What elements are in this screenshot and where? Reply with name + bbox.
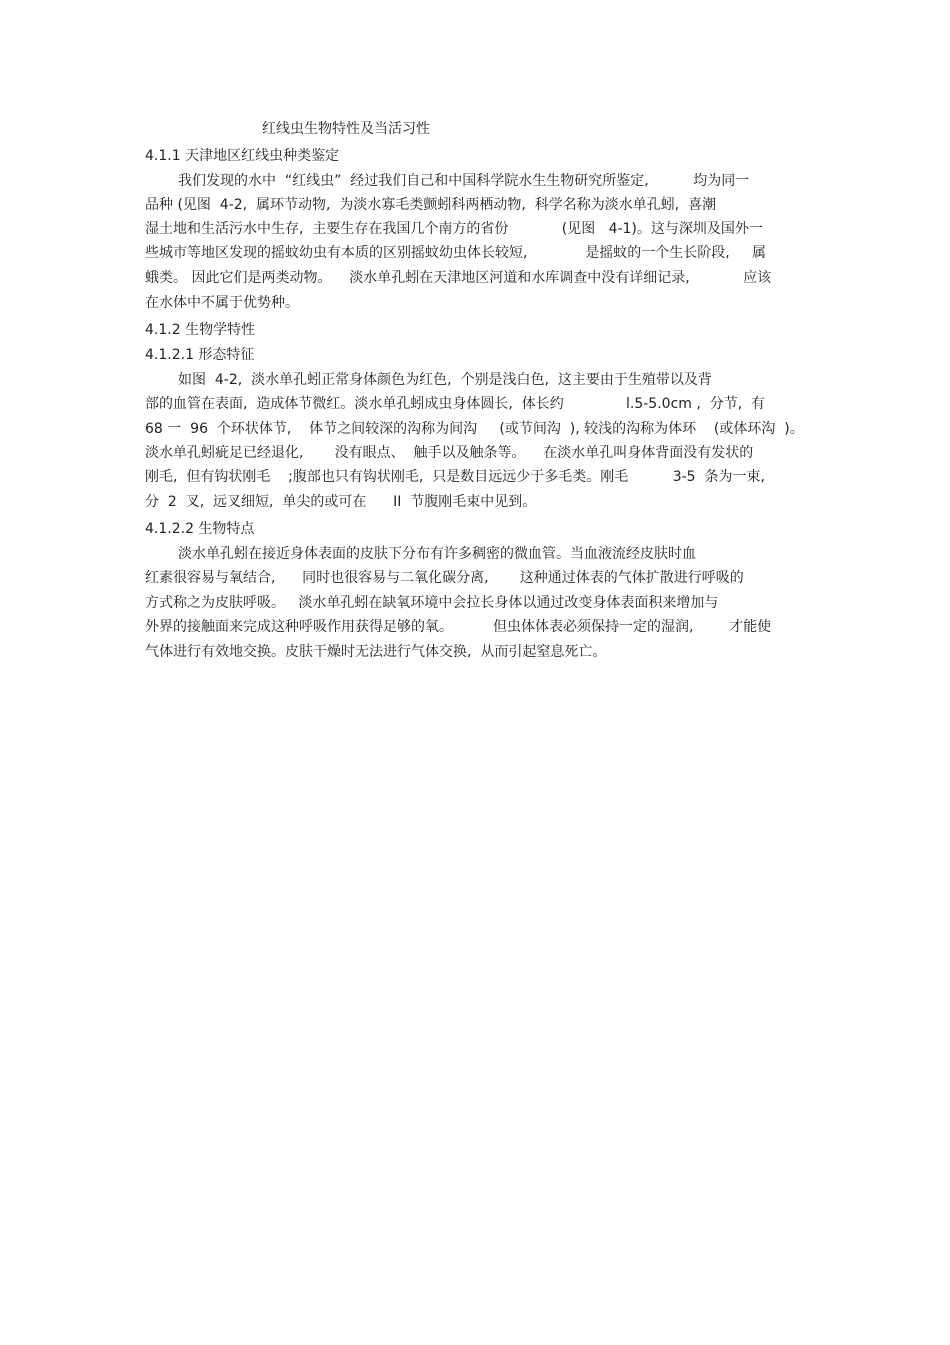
section-heading-4-1-1: 4.1.1 天津地区红线虫种类鉴定 — [145, 148, 340, 164]
paragraph-line: 如图 4-2, 淡水单孔蚓正常身体颜色为红色, 个别是浅白色, 这主要由于生殖带以及背 — [178, 372, 712, 388]
section-heading-4-1-2: 4.1.2 生物学特性 — [145, 322, 256, 338]
paragraph-line: 在水体中不属于优势种。 — [145, 295, 299, 311]
paragraph-line: 淡水单孔蚓在接近身体表面的皮肤下分布有许多稠密的微血管。当血液流经皮肤时血 — [178, 546, 696, 562]
document-title: 红线虫生物特性及当活习性 — [262, 121, 430, 137]
paragraph-line: 淡水单孔蚓疵足已经退化, 没有眼点、 触手以及触条等。 在淡水单孔叫身体背面没有发状的 — [145, 445, 754, 461]
paragraph-line: 分 2 叉, 远叉细短, 单尖的或可在 II 节腹刚毛束中见到。 — [145, 494, 537, 510]
paragraph-line: 些城市等地区发现的摇蚊幼虫有本质的区别摇蚊幼虫体长较短, 是摇蚊的一个生长阶段, 属 — [145, 245, 767, 261]
section-heading-4-1-2-1: 4.1.2.1 形态特征 — [145, 347, 255, 363]
paragraph-line: 品种 (见图 4-2, 属环节动物, 为淡水寡毛类颤蚓科两栖动物, 科学名称为淡水单孔蚓, 喜潮 — [145, 197, 717, 213]
paragraph-line: 气体进行有效地交换。皮肤干燥时无法进行气体交换, 从而引起窒息死亡。 — [145, 644, 607, 660]
paragraph-line: 蛾类。 因此它们是两类动物。 淡水单孔蚓在天津地区河道和水库调查中没有详细记录, 应该 — [145, 270, 772, 286]
paragraph-line: 外界的接触面来完成这种呼吸作用获得足够的氧。 但虫体体表必须保持一定的湿润, 才能使 — [145, 619, 772, 635]
paragraph-line: 68 一 96 个环状体节, 体节之间较深的沟称为间沟 (或节间沟 ), 较浅的沟称为体环 (或体环沟 )。 — [145, 421, 804, 437]
section-heading-4-1-2-2: 4.1.2.2 生物特点 — [145, 521, 255, 537]
paragraph-line: 部的血管在表面, 造成体节微红。淡水单孔蚓成虫身体圆长, 体长约 l.5-5.0cm , 分节, 有 — [145, 396, 766, 412]
paragraph-line: 刚毛, 但有钩状刚毛 ;腹部也只有钩状刚毛, 只是数目远远少于多毛类。刚毛 3-5 条为一束, — [145, 469, 765, 485]
paragraph-line: 方式称之为皮肤呼吸。 淡水单孔蚓在缺氧环境中会拉长身体以通过改变身体表面积来增加与 — [145, 595, 719, 611]
paragraph-line: 红素很容易与氧结合, 同时也很容易与二氧化碳分离, 这种通过体表的气体扩散进行呼吸的 — [145, 570, 744, 586]
paragraph-line: 我们发现的水中 “红线虫” 经过我们自己和中国科学院水生生物研究所鉴定, 均为同一 — [178, 173, 750, 189]
paragraph-line: 湿土地和生活污水中生存, 主要生存在我国几个南方的省份 (见图 4-1)。这与深圳及国外一 — [145, 221, 763, 237]
